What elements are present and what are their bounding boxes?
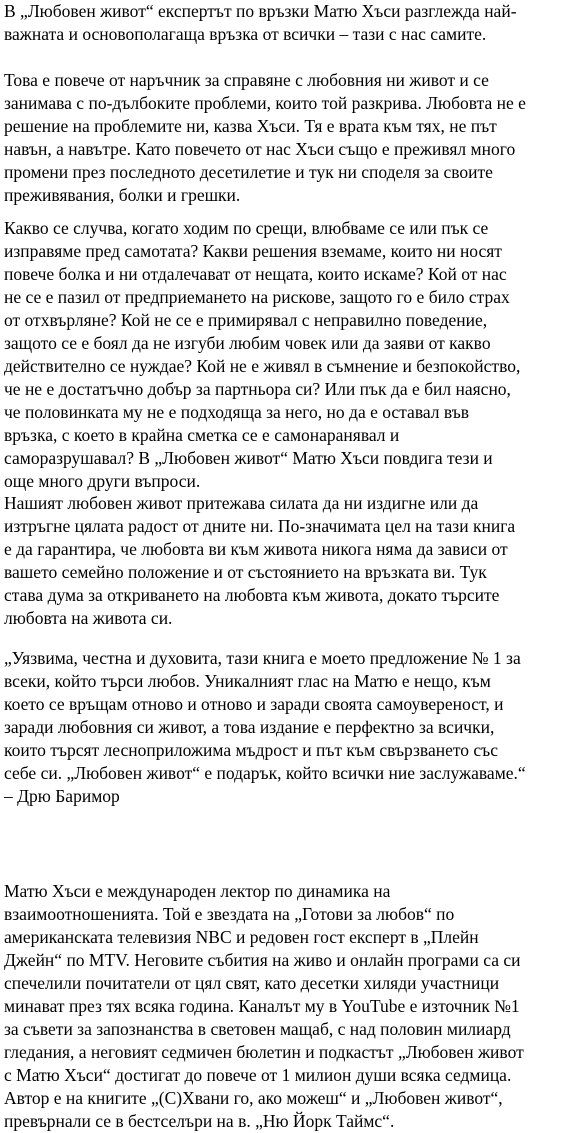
questions-paragraph: Какво се случва, когато ходим по срещи, влюбваме се или пък се изправяме пред самотата? Какви решения вземаме, които ни носят повече болка и ни отдалечават от нещата, които искаме? Кой от нас не се е пазил от предприемането на рискове, защото го е било страх от отхвърляне? Кой не се е примирявал с неправилно поведение, защото се е боял да не изгуби любим човек или да заяви от какво действително се нуждае? Кой не е живял в съмнение и безпокойство, че не е достатъчно добър за партньора си? Или пък да е бил наясно, че половинката му не е подходяща за него, но да е оставал във връзка, с което в крайна сметка се е самонаранявал и саморазрушавал? В „Любовен живот“ Матю Хъси повдига тези и още много други въпроси.	[4, 218, 521, 491]
description-paragraph: Това е повече от наръчник за справяне с любовния ни живот и се занимава с по-дълбоките проблеми, които той разкрива. Любовта не е решение на проблемите ни, казва Хъси. Тя е врата към тях, не път навън, а навътре. Като повечето от нас Хъси също е преживял много промени през последното десетилетие и тук ни споделя за своите преживявания, болки и грешки.	[4, 70, 526, 205]
purpose-paragraph: Нашият любовен живот притежава силата да ни издигне или да изтръгне цялата радост от дните ни. По-значимата цел на тази книга е да гарантира, че любовта ви към живота никога няма да зависи от вашето семейно положение и от състоянието на връзката ви. Тук става дума за откриването на любовта към живота, докато търсите любовта на живота си.	[4, 493, 516, 628]
review-quote: „Уязвима, честна и духовита, тази книга е моето предложение № 1 за всеки, който търси любов. Уникалният глас на Матю е нещо, към което се връщам отново и отново и заради своята самоувереност, и заради любовния си живот, а това издание е перфектно за всички, които търсят леснoприложима мъдрост и път към свързването със себе си. „Любовен живот“ е подарък, който всички ние заслужаваме.“ – Дрю Баримор	[4, 648, 526, 806]
author-bio-paragraph: Матю Хъси е международен лектор по динамика на взаимоотношенията. Той е звездата на „Готови за любов“ по американската телевизия NBC и редовен гост експерт в „Плейн Джейн“ по MTV. Неговите събития на живо и онлайн програми са си спечелили почитатели от цял свят, като десетки хиляди участници минават през тях всяка година. Каналът му в YouTube е източник №1 за съвети за запознанства в световен мащаб, с над половин милиард гледания, а неговият седмичен бюлетин и подкастът „Любовен живот с Матю Хъси“ достигат до повече от 1 милион души всяка седмица. Автор е на книгите „(С)Хвани го, ако можеш“ и „Любовен живот“, превърнали се в бестселъри на в. „Ню Йорк Таймс“.	[4, 881, 524, 1131]
intro-paragraph: В „Любовен живот“ експертът по връзки Матю Хъси разглежда най- важната и основополагаща връзка от всички – тази с нас самите.	[4, 1, 517, 44]
